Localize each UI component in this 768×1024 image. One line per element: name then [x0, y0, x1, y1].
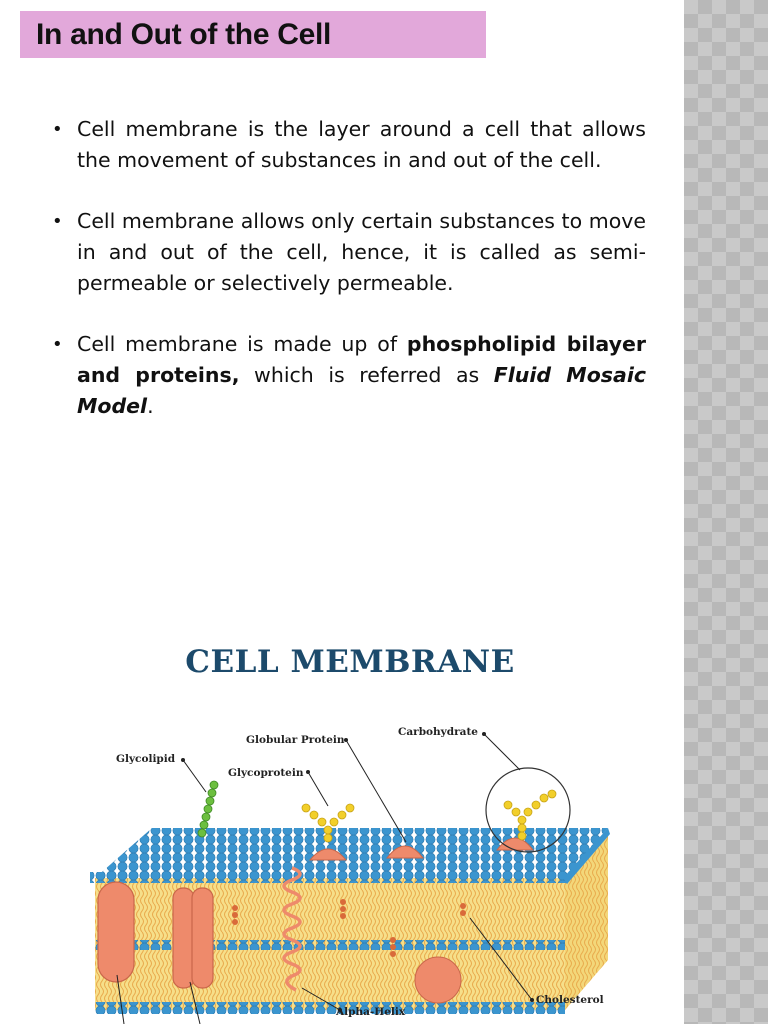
bullet-item — [52, 329, 646, 422]
label-globular-protein: Globular Protein — [246, 734, 345, 746]
lipid-bilayer — [90, 828, 610, 1014]
bullet-dot: • — [52, 211, 63, 232]
bullet-text-bold-italic: Fluid Mosaic Model — [77, 363, 646, 418]
bullet-dot: • — [52, 334, 63, 355]
bullet-item — [52, 114, 646, 176]
bullet-list — [52, 114, 646, 452]
page-title: In and Out of the Cell — [36, 17, 332, 51]
bullet-text-mid: which is referred as — [239, 363, 494, 387]
bullet-text-bold: phospholipid bilayer and proteins, — [77, 332, 647, 387]
channel-protein-double — [173, 888, 213, 988]
bullet-dot: • — [52, 119, 63, 140]
label-alpha-helix: Alpha-Helix — [336, 1006, 406, 1018]
label-cholesterol: Cholesterol — [536, 994, 604, 1006]
figure-title: CELL MEMBRANE — [185, 644, 515, 680]
channel-protein-left — [98, 882, 134, 982]
bullet-text: Cell membrane allows only certain substances to move in and out of the cell, hence, it is called as semi-permeable or selectively permeable. — [77, 209, 646, 295]
membrane-illustration — [40, 610, 670, 1024]
label-carbohydrate: Carbohydrate — [398, 726, 478, 738]
cell-membrane-figure — [40, 610, 670, 1024]
bullet-text: Cell membrane is the layer around a cell that allows the movement of substances in and out of the cell. — [77, 117, 646, 172]
side-pattern-decoration — [684, 0, 768, 1024]
label-glycoprotein: Glycoprotein — [228, 767, 304, 779]
bullet-item — [52, 206, 646, 299]
title-bar — [20, 11, 486, 58]
bullet-text-pre: Cell membrane is made up of — [77, 332, 407, 356]
label-glycolipid: Glycolipid — [116, 753, 176, 765]
bullet-text-post: . — [147, 394, 154, 418]
